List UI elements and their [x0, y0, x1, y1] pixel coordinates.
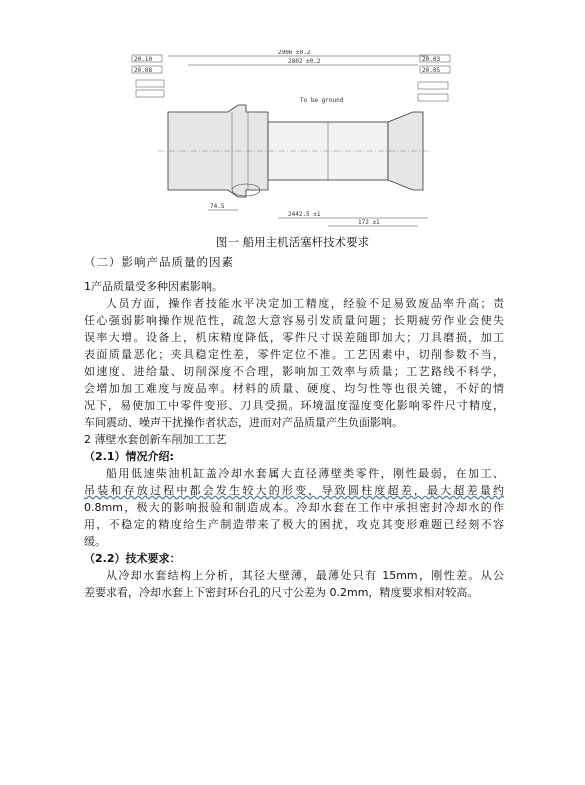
paragraph-line-7: 会增加加工难度与废品率。材料的质量、硬度、均匀性等也很关键，不好的情 [84, 382, 504, 395]
paragraph-line-1: 1产品质量受多种因素影响。 [84, 280, 223, 293]
subsection-heading-2-2: （2.2）技术要求： [84, 552, 181, 565]
frame-label-3: 20.03 [422, 56, 441, 63]
paragraph-line-5: 表面质量恶化；夹具稳定性差，零件定位不准。工艺因素中，切削参数不当， [84, 348, 504, 361]
dim-overall: 2906 ±0.2 [278, 50, 311, 56]
paragraph-line-3: 任心强弱影响操作规范性，疏忽大意容易引发质量问题；长期疲劳作业会使失 [84, 314, 504, 327]
paragraph-line-9: 车间震动、噪声干扰操作者状态，进而对产品质量产生负面影响。 [84, 416, 403, 429]
paragraph-line-6: 如速度、进给量、切削深度不合理，影响加工效率与质量；工艺路线不科学， [84, 365, 504, 378]
subsection-heading-2: 2 薄壁水套创新车削加工工艺 [84, 433, 227, 446]
frame-label-1: 20.10 [134, 56, 153, 63]
subsection-heading-2-1: （2.1）情况介绍: [84, 450, 174, 463]
dim-2442: 2442.5 ±1 [288, 211, 321, 218]
note-to-be-ground: To be ground [300, 97, 344, 104]
dim-172: 172 ±1 [358, 219, 380, 226]
frame-label-4: 20.05 [422, 67, 441, 74]
frame-label-2: 20.08 [134, 67, 153, 74]
section-heading: （二）影响产品质量的因素 [84, 255, 234, 269]
paragraph-line-8: 况下，易使加工中零件变形、刀具受损。环境温度湿度变化影响零件尺寸精度， [84, 399, 504, 412]
paragraph-line-13: 吊装和存放过程中都会发生较大的形变，导致圆柱度超差，最大超差量约 [84, 484, 504, 497]
paragraph-line-2: 人员方面，操作者技能水平决定加工精度，经验不足易致废品率升高；责 [106, 297, 504, 310]
paragraph-line-18: 从冷却水套结构上分析，其径大壁薄，最薄处只有 15mm，刚性差。从公 [106, 569, 504, 582]
paragraph-line-12: 船用低速柴油机缸盖冷却水套属大直径薄壁类零件，刚性最弱，在加工、 [106, 467, 504, 480]
paragraph-line-14: 0.8mm，极大的影响报验和制造成本。冷却水套在工作中承担密封冷却水的作 [84, 501, 504, 514]
paragraph-line-15: 用，不稳定的精度给生产制造带来了极大的困扰，攻克其变形难题已经刻不容 [84, 518, 504, 531]
figure-caption: 图一 船用主机活塞杆技术要求 [215, 235, 370, 249]
dim-second: 2802 ±0.2 [288, 58, 321, 65]
piston-rod-technical-drawing [128, 50, 454, 228]
paragraph-line-4: 误率大增。设备上，机床精度降低，零件尺寸误差随即加大；刀具磨损，加工 [84, 331, 504, 344]
dim-74-5: 74.5 [210, 203, 225, 210]
engineering-drawing-svg [128, 50, 454, 228]
paragraph-line-16: 缓。 [84, 535, 106, 548]
paragraph-line-19: 差要求看，冷却水套上下密封环台孔的尺寸公差为 0.2mm，精度要求相对较高。 [84, 586, 479, 599]
